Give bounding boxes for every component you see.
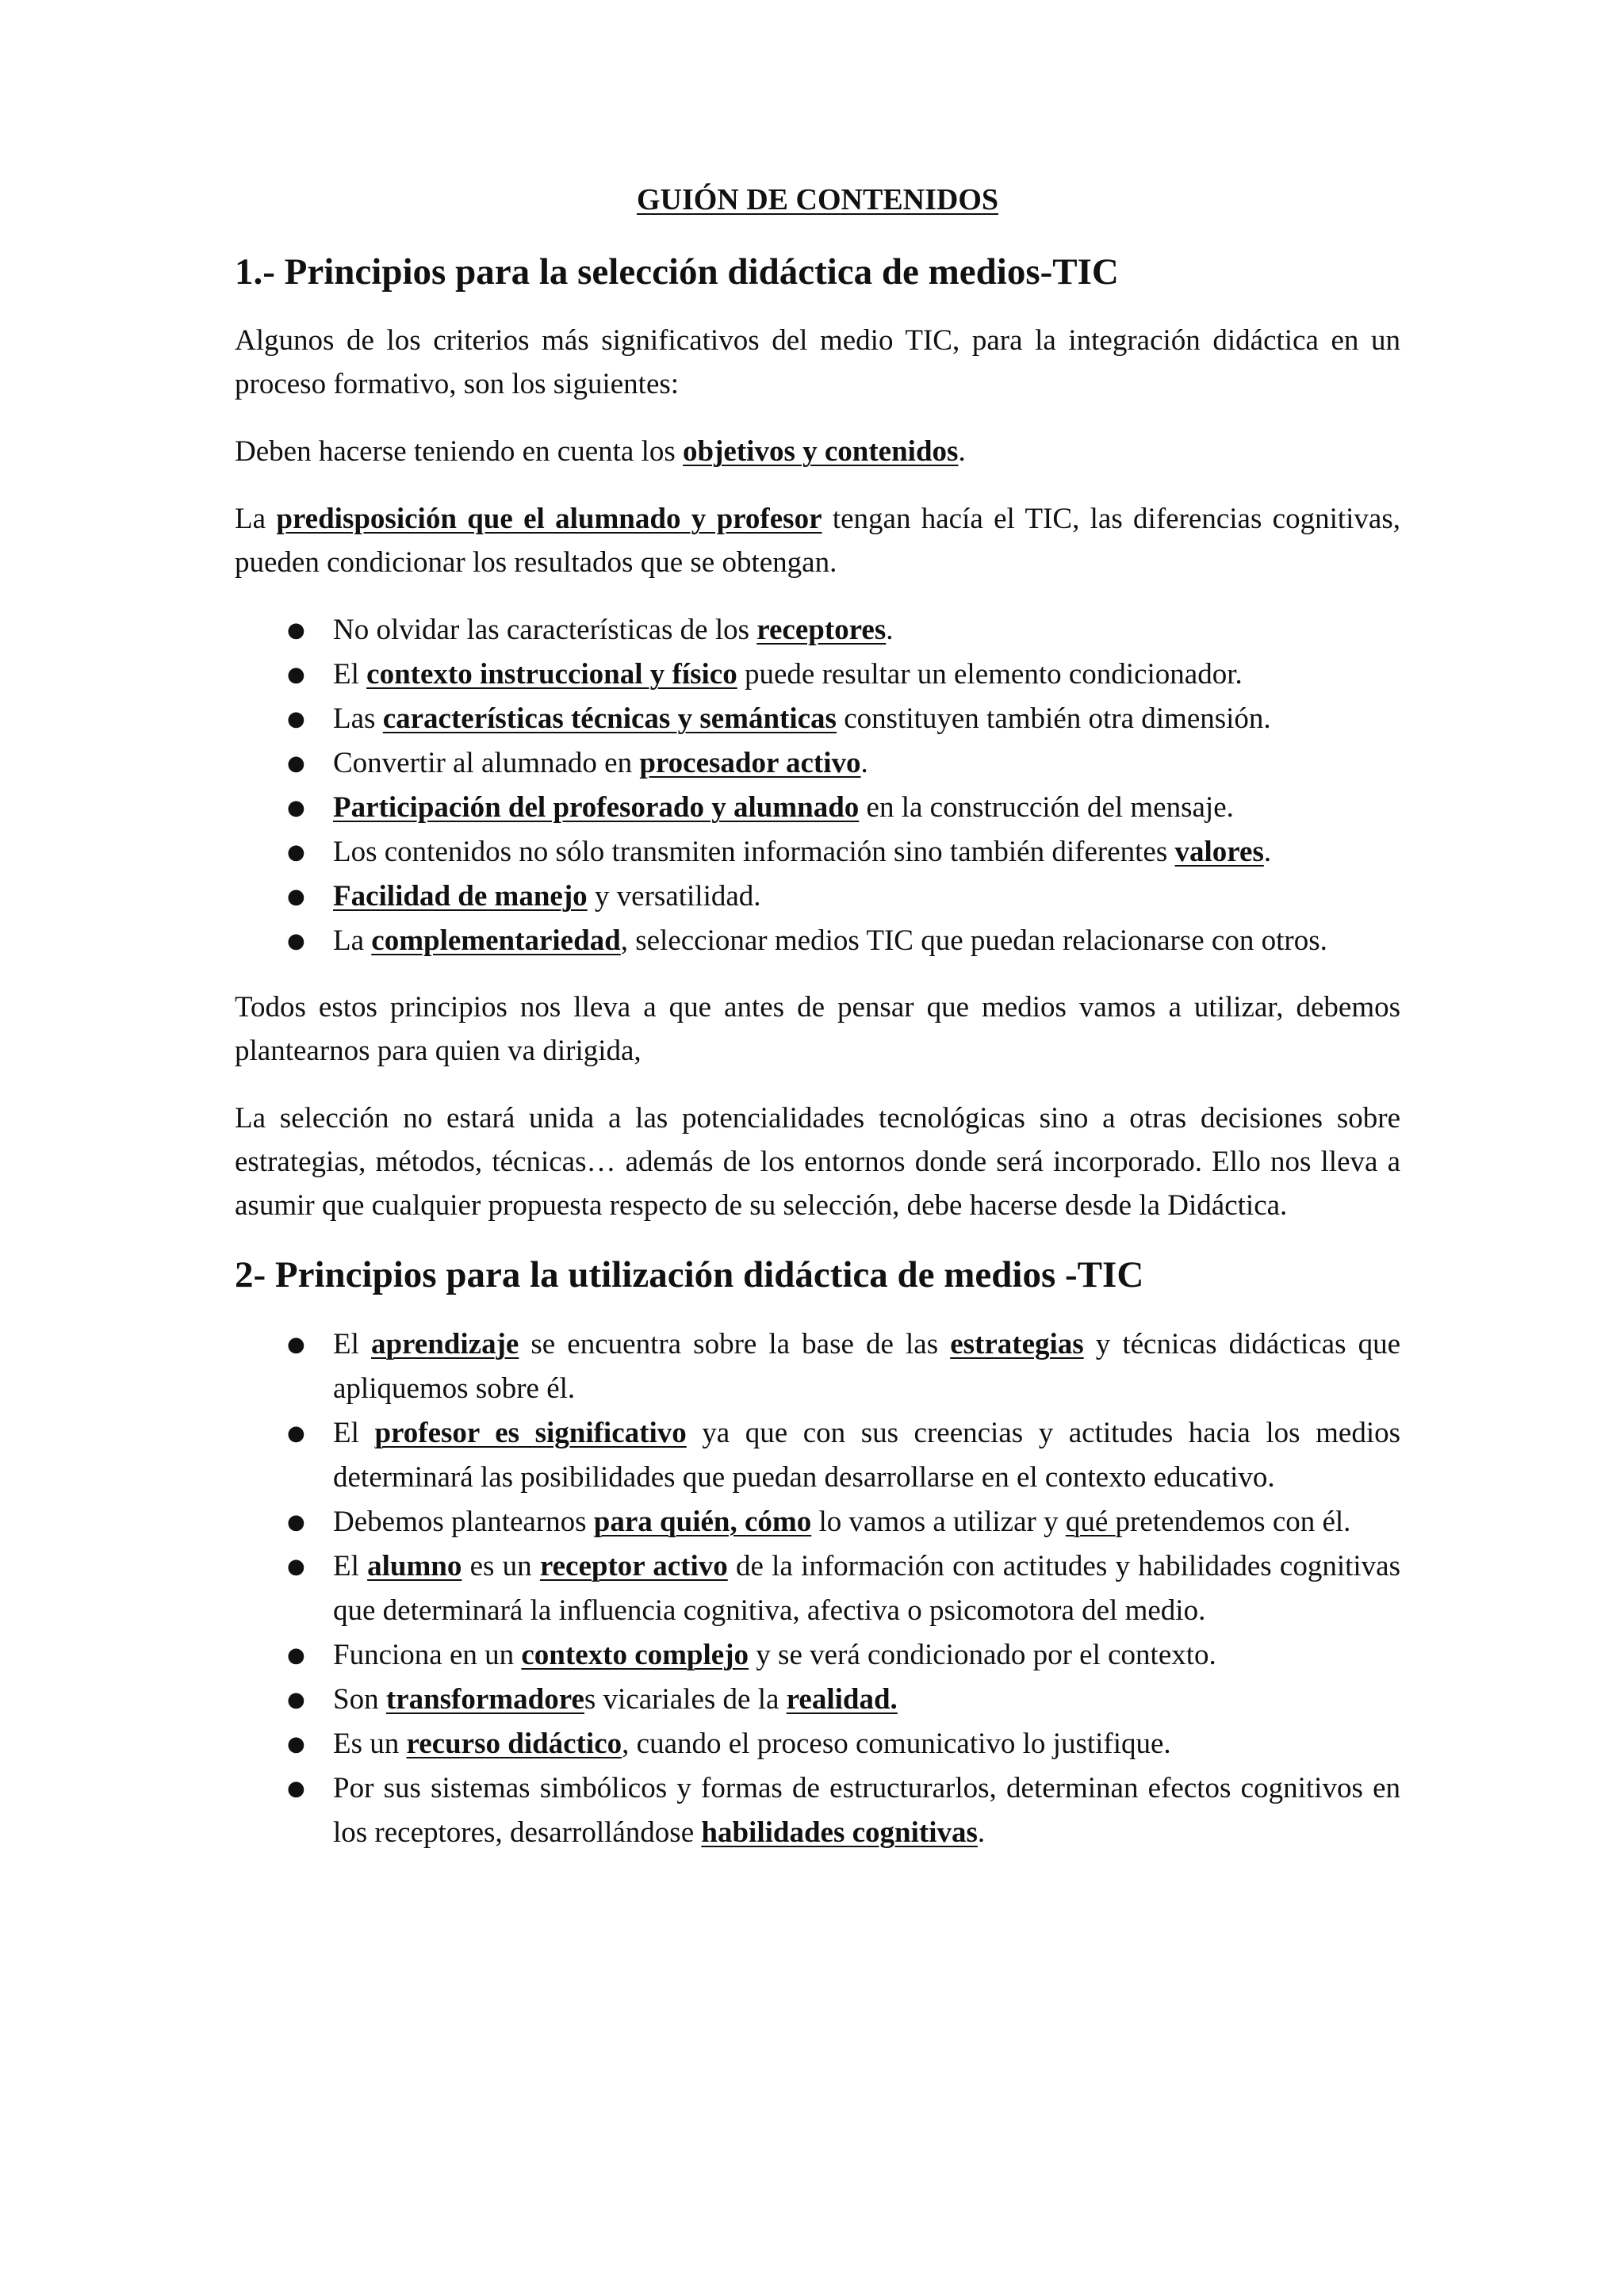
bullet-icon: ● [287,618,305,643]
bullet-icon: ● [287,885,305,909]
text: s vicariales de la [584,1682,787,1716]
bullet-icon: ● [287,1732,305,1756]
bullet-icon: ● [287,1332,305,1357]
section-2-heading: 2- Principios para la utilización didáctica de medios -TIC [235,1254,1144,1296]
text: Deben hacerse teniendo en cuenta los [235,435,684,469]
document-page [235,181,1400,1877]
section-2-bullet-list [235,1322,1400,1855]
text: . [977,1816,986,1849]
document-title: GUIÓN DE CONTENIDOS [636,183,999,216]
text: en la construcción del mensaje. [859,791,1234,825]
highlight: habilidades cognitivas [701,1816,978,1849]
text: , seleccionar medios TIC que puedan relacionarse con otros. [620,924,1327,958]
text: Son [333,1682,386,1716]
text: . [860,747,868,780]
highlight: predisposición que el alumnado y profesor [276,503,822,536]
text: y versatilidad. [587,880,761,913]
text: es un [462,1549,540,1582]
section-1-intro: Algunos de los criterios más significativos del medio TIC, para la integración didáctica en un proceso formativo, son los siguientes: [235,324,1400,401]
highlight: realidad. [786,1682,898,1716]
highlight: Participación del profesorado y alumnado [333,791,860,825]
text: Es un [333,1727,407,1760]
text: Convertir al alumnado en [333,747,640,780]
text: Debemos plantearnos [333,1505,594,1538]
text: Los contenidos no sólo transmiten información sino también diferentes [333,836,1175,869]
list-item [235,741,1400,786]
bullet-icon: ● [287,796,305,821]
text: El [333,1327,371,1360]
text: pretendemos con él. [1115,1505,1351,1538]
section-1-paragraph-principles: Todos estos principios nos lleva a que antes de pensar que medios vamos a utilizar, debemos plantearnos para quien va dirigida, [235,991,1400,1068]
list-item [235,1500,1400,1544]
bullet-icon: ● [287,707,305,732]
list-item [235,919,1400,963]
highlight: contexto complejo [521,1638,749,1671]
bullet-icon: ● [287,1643,305,1667]
text: No olvidar las características de los [333,614,757,647]
section-1-paragraph-objectives [235,430,1400,473]
text: se encuentra sobre la base de las [519,1327,951,1360]
list-item [235,1766,1400,1855]
list-item [235,1411,1400,1500]
text: El [333,1549,368,1582]
bullet-icon: ● [287,663,305,687]
list-item [235,697,1400,741]
underlined-text: qué [1065,1505,1116,1538]
highlight: para quién, cómo [593,1505,812,1538]
list-item [235,1633,1400,1678]
highlight: características técnicas y semánticas [382,702,837,736]
list-item [235,830,1400,874]
highlight: alumno [367,1549,462,1582]
highlight: transformadore [385,1682,584,1716]
highlight: procesador activo [639,747,861,780]
section-1-paragraph-selection: La selección no estará unida a las potencialidades tecnológicas sino a otras decisiones sobre estrategias, métodos, técnicas… además de los entornos donde será incorporado. Ello nos lleva a asumir que cualquier propuesta respecto de su selección, debe hacerse desde la Didáctica. [235,1102,1400,1223]
text: y se verá condicionado por el contexto. [749,1638,1216,1671]
highlight: recurso didáctico [406,1727,622,1760]
bullet-icon: ● [287,1687,305,1712]
bullet-icon: ● [287,1554,305,1578]
highlight: receptores [756,614,887,647]
text: y técnicas didácticas que apliquemos sobre él. [333,1327,1400,1405]
highlight: objetivos y contenidos [683,435,959,469]
text: . [886,614,894,647]
text: tengan hacía el TIC, las diferencias cognitivas, pueden condicionar los resultados que se obtengan. [235,503,1401,580]
text: ya que con sus creencias y actitudes hacia los medios determinará las posibilidades que puedan desarrollarse en el contexto educativo. [333,1416,1400,1494]
highlight: aprendizaje [370,1327,519,1360]
text: La [333,924,372,958]
list-item [235,608,1400,652]
text: Las [333,702,383,736]
list-item [235,1322,1400,1411]
text: , cuando el proceso comunicativo lo justifique. [622,1727,1171,1760]
text: de la información con actitudes y habilidades cognitivas que determinará la influencia cognitiva, afectiva o psicomotora del medio. [333,1549,1400,1627]
section-1-paragraph-predisposition [235,497,1400,584]
text: Por sus sistemas simbólicos y formas de estructurarlos, determinan efectos cognitivos en los receptores, desarrollándose [333,1771,1400,1849]
text: El [333,1416,375,1449]
highlight: profesor es significativo [374,1416,687,1449]
bullet-icon: ● [287,929,305,954]
list-item [235,1544,1400,1633]
section-1-heading: 1.- Principios para la selección didáctica de medios-TIC [235,251,1119,293]
text: lo vamos a utilizar y [811,1505,1066,1538]
list-item [235,1722,1400,1766]
highlight: estrategias [950,1327,1084,1360]
list-item [235,1678,1400,1722]
bullet-icon: ● [287,752,305,776]
list-item [235,786,1400,830]
text: . [958,435,966,469]
list-item [235,874,1400,919]
text: . [1263,836,1272,869]
text: La [235,503,277,536]
text: El [333,658,367,691]
text: puede resultar un elemento condicionador. [737,658,1243,691]
highlight: Facilidad de manejo [333,880,588,913]
bullet-icon: ● [287,840,305,865]
bullet-icon: ● [287,1776,305,1800]
text: Funciona en un [333,1638,522,1671]
bullet-icon: ● [287,1510,305,1534]
bullet-icon: ● [287,1421,305,1445]
highlight: complementariedad [371,924,621,958]
section-1-bullet-list [235,608,1400,963]
highlight: contexto instruccional y físico [366,658,737,691]
list-item [235,652,1400,697]
highlight: valores [1174,836,1264,869]
text: constituyen también otra dimensión. [836,702,1271,736]
highlight: receptor activo [539,1549,728,1582]
